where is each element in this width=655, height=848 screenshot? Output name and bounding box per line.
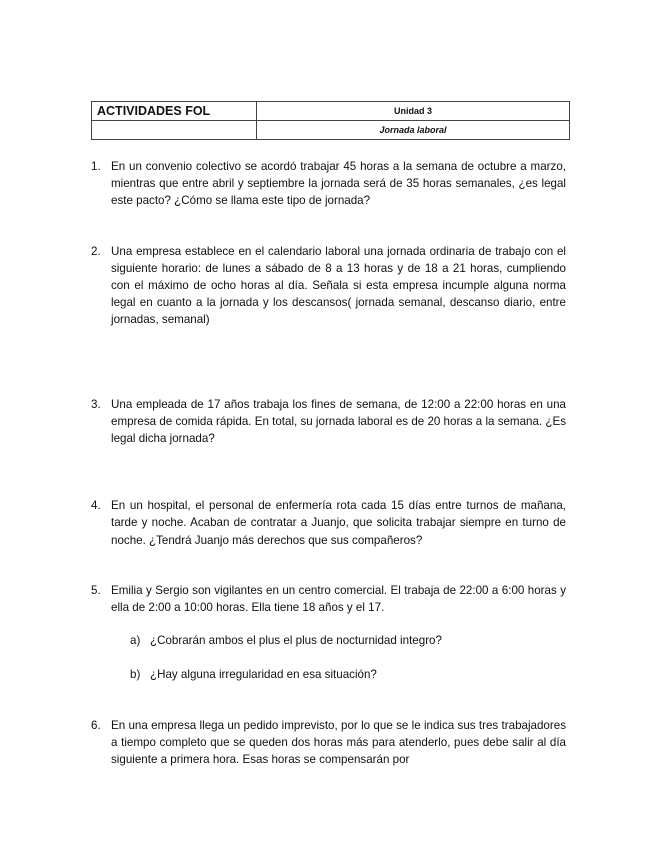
question-number: 2.	[91, 244, 101, 258]
question-5	[91, 582, 566, 616]
sub-question-label: b)	[130, 668, 141, 682]
empty-cell	[92, 121, 257, 140]
question-number: 1.	[91, 160, 101, 173]
question-3	[91, 396, 566, 448]
header-table	[91, 101, 570, 140]
question-text: En un convenio colectivo se acordó trabajar 45 horas a la semana de octubre a marzo, mientras que entre abril y septiembre la jornada será de 35 horas semanales, ¿es legal este pacto? ¿Cómo se llama este tipo de jornada?	[111, 160, 566, 208]
sub-question-text: ¿Cobrarán ambos el plus el plus de nocturnidad integro?	[150, 634, 442, 648]
question-number: 3.	[91, 397, 101, 411]
question-4	[91, 497, 566, 549]
unit-label: Unidad 3	[257, 102, 570, 121]
sub-question-label: a)	[130, 634, 141, 648]
question-text: En una empresa llega un pedido imprevisto, por lo que se le indica sus tres trabajadores a tiempo completo que se queden dos horas más para atenderlo, pues debe salir al día siguiente a primera hora. Esas horas se compensarán por	[111, 718, 566, 767]
question-text: Una empleada de 17 años trabaja los fines de semana, de 12:00 a 22:00 horas en una empresa de comida rápida. En total, su jornada laboral es de 20 horas a la semana. ¿Es legal dicha jornada?	[111, 397, 566, 446]
question-text: Una empresa establece en el calendario laboral una jornada ordinaria de trabajo con el siguiente horario: de lunes a sábado de 8 a 13 horas y de 18 a 21 horas, cumpliendo con el máximo de ocho horas al día. Señala si esta empresa incumple alguna norma legal en cuanto a la jornada y los descansos( jornada semanal, descanso diario, entre jornadas, semanal)	[111, 244, 566, 327]
questions-list	[91, 158, 566, 768]
question-text: Emilia y Sergio son vigilantes en un centro comercial. El trabaja de 22:00 a 6:00 horas y ella de 2:00 a 10:00 horas. Ella tiene 18 años y el 17.	[111, 583, 566, 615]
question-text: En un hospital, el personal de enfermería rota cada 15 días entre turnos de mañana, tarde y noche. Acaban de contratar a Juanjo, que solicita trabajar siempre en turno de noche. ¿Tendrá Juanjo más derechos que sus compañeros?	[111, 499, 566, 547]
question-number: 4.	[91, 499, 101, 513]
activity-title: ACTIVIDADES FOL	[92, 102, 257, 121]
topic-label: Jornada laboral	[257, 121, 570, 140]
sub-question-b	[130, 666, 566, 683]
question-6	[91, 717, 566, 769]
question-number: 6.	[91, 718, 101, 732]
question-number: 5.	[91, 583, 101, 597]
sub-question-text: ¿Hay alguna irregularidad en esa situación?	[150, 668, 377, 682]
question-1	[91, 158, 566, 210]
sub-question-a	[130, 632, 566, 649]
question-2	[91, 243, 566, 329]
